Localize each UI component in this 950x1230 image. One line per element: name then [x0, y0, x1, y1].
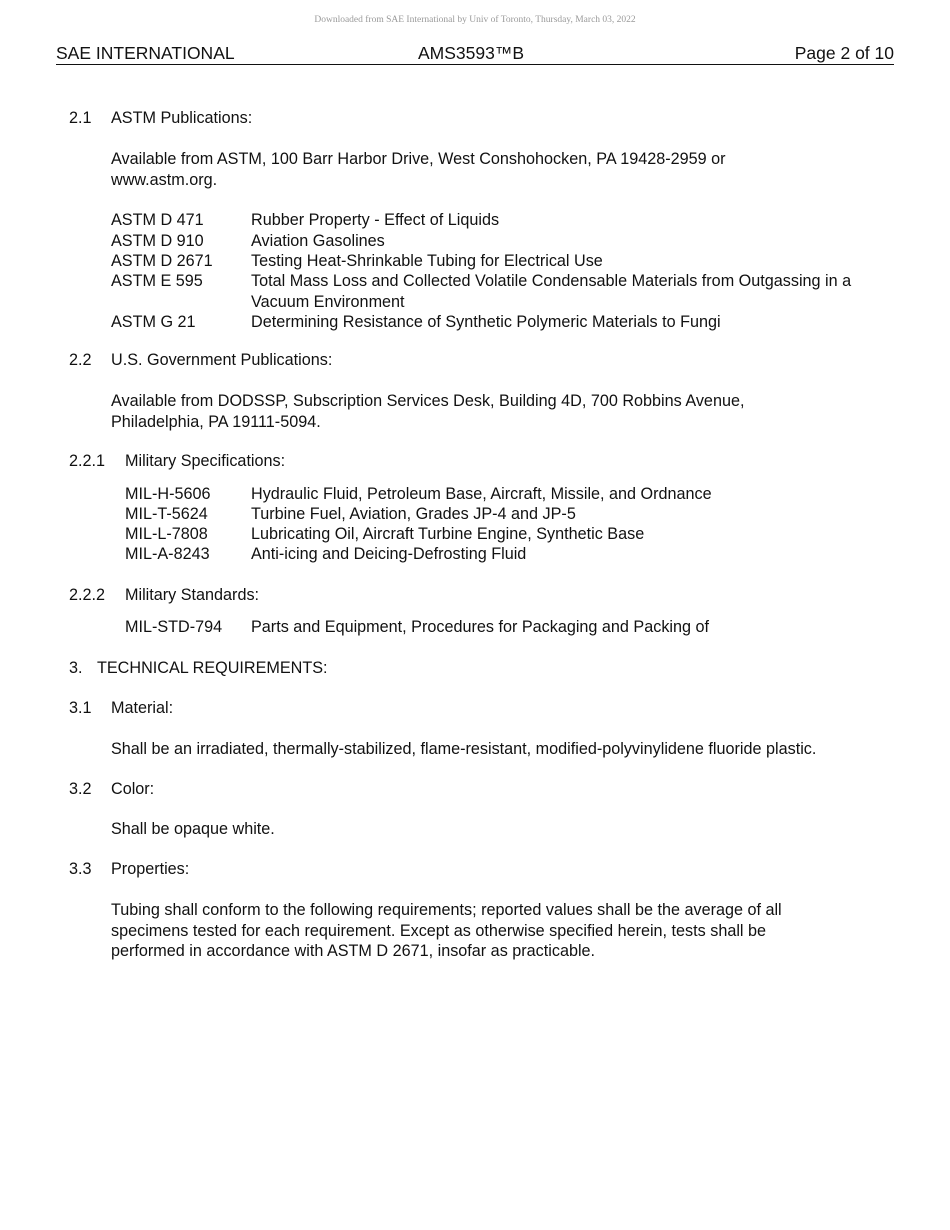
section-2-2-availability: Available from DODSSP, Subscription Services Desk, Building 4D, 700 Robbins Avenue, Philadelphia, PA 19111-5094.	[111, 392, 745, 431]
section-3-1-body: Shall be an irradiated, thermally-stabilized, flame-resistant, modified-polyvinylidene fluoride plastic.	[111, 740, 817, 758]
ref-code: ASTM D 2671	[111, 251, 213, 270]
ref-title: Determining Resistance of Synthetic Polymeric Materials to Fungi	[251, 312, 721, 331]
section-title: TECHNICAL REQUIREMENTS:	[97, 659, 328, 677]
section-title: Military Standards:	[125, 586, 260, 604]
ref-title: Rubber Property - Effect of Liquids	[251, 211, 500, 229]
ref-title: Lubricating Oil, Aircraft Turbine Engine, Synthetic Base	[251, 525, 645, 543]
section-number: 3.1	[69, 699, 92, 717]
section-number: 2.1	[69, 109, 92, 127]
section-number: 2.2	[69, 351, 92, 369]
ref-code: MIL-A-8243	[125, 545, 210, 563]
ref-title: Parts and Equipment, Procedures for Packaging and Packing of	[251, 618, 710, 636]
ref-code: MIL-STD-794	[125, 618, 223, 636]
section-number: 2.2.2	[69, 586, 106, 604]
section-title: Military Specifications:	[125, 452, 286, 470]
section-3-3-body: Tubing shall conform to the following requirements; reported values shall be the average of all specimens tested for each requirement. Except as otherwise specified herein, tests shall be performed in accordance with ASTM D 2671, insofar as practicable.	[111, 901, 782, 960]
ref-title: Hydraulic Fluid, Petroleum Base, Aircraft, Missile, and Ordnance	[251, 485, 712, 503]
page-header	[56, 43, 894, 65]
section-title: Material:	[111, 699, 174, 717]
section-number: 2.2.1	[69, 452, 106, 470]
section-number: 3.	[69, 659, 83, 677]
ref-code: MIL-H-5606	[125, 485, 211, 503]
section-title: U.S. Government Publications:	[111, 351, 333, 369]
ref-code: ASTM E 595	[111, 272, 203, 290]
military-specifications-list	[0, 484, 950, 568]
military-standards-list	[0, 617, 950, 639]
section-title: Properties:	[111, 860, 190, 878]
ref-title: Testing Heat-Shrinkable Tubing for Electrical Use	[251, 251, 603, 270]
ref-code: ASTM D 910	[111, 231, 204, 250]
section-2-1-availability: Available from ASTM, 100 Barr Harbor Drive, West Conshohocken, PA 19428-2959 or www.astm.org.	[111, 150, 726, 189]
section-title: ASTM Publications:	[111, 109, 253, 127]
astm-reference-list	[0, 210, 950, 334]
download-watermark: Downloaded from SAE International by Univ of Toronto, Thursday, March 03, 2022	[314, 15, 636, 25]
ref-title: Turbine Fuel, Aviation, Grades JP-4 and JP-5	[251, 505, 576, 523]
section-number: 3.2	[69, 780, 92, 798]
ref-title: Anti-icing and Deicing-Defrosting Fluid	[251, 545, 527, 563]
section-3-2-body: Shall be opaque white.	[111, 820, 275, 838]
ref-code: MIL-T-5624	[125, 505, 208, 523]
header-page-number: Page 2 of 10	[794, 43, 894, 63]
section-title: Color:	[111, 780, 155, 798]
section-number: 3.3	[69, 860, 92, 878]
ref-code: ASTM G 21	[111, 312, 196, 331]
ref-code: MIL-L-7808	[125, 525, 208, 543]
header-organization: SAE INTERNATIONAL	[56, 43, 235, 63]
ref-title: Aviation Gasolines	[251, 231, 385, 250]
ref-title: Total Mass Loss and Collected Volatile Condensable Materials from Outgassing in a Vacuum Environment	[251, 272, 852, 311]
ref-code: ASTM D 471	[111, 211, 204, 229]
header-document-number: AMS3593™B	[418, 43, 525, 63]
